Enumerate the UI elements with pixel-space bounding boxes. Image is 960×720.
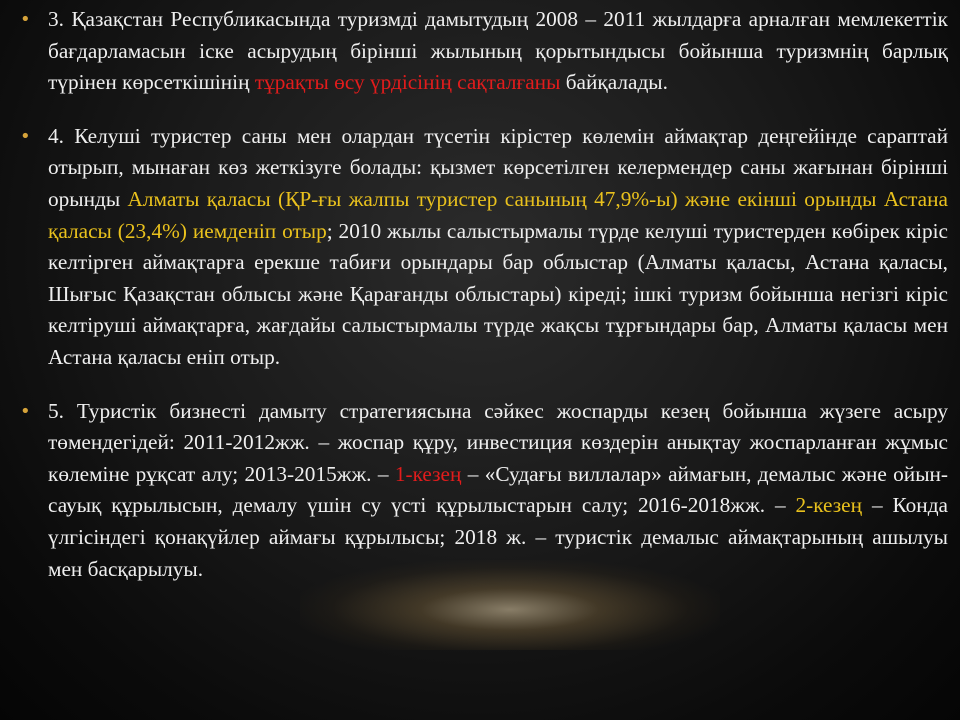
bullet-5-stage-1-red: 1-кезең [394, 461, 462, 486]
bullet-4-text-1: 4. Келуші туристер саны мен олардан түсетін кірістер көлемін аймақтар деңгейінде сараптай отырып, мынаған көз жеткізуге болады: қызмет көрсетілген келермендер саны жағынан бірінші орынды [48, 123, 948, 211]
slide-content [18, 4, 948, 607]
bullet-4-text-2: ; 2010 жылы салыстырмалы түрде келуші туристерден көбірек кіріс келтірген аймақтарға ерекше табиғи орындары бар облыстар (Алматы қаласы, Астана қаласы, Шығыс Қазақстан облысы және Қарағанды облыстары) кіреді; ішкі туризм бойынша негізгі кіріс келтіруші аймақтарға, жағдайы салыстырмалы түрде жақсы тұрғындары бар, Алматы қаласы мен Астана қаласы еніп отыр. [48, 218, 949, 369]
bullet-5-text-1: 5. Туристік бизнесті дамыту стратегиясына сәйкес жоспарды кезең бойынша жүзеге асыру төмендегідей: 2011-2012жж. – жоспар құру, инвестиция көздерін анықтау жоспарланған жұмыс көлеміне рұқсат алу; 2013-2015жж. – [48, 398, 948, 486]
bullet-dot-icon: • [20, 400, 31, 422]
bullet-dot-icon: • [20, 125, 31, 147]
bullet-dot-icon: • [20, 9, 31, 30]
bullet-3-highlight-red: тұрақты өсу үрдісінің сақталғаны [254, 70, 561, 95]
bullet-4-highlight-yellow: Алматы қаласы (ҚР-ғы жалпы туристер санының 47,9%-ы) және екінші орынды Астана қаласы (23,4%) иемденіп отыр [48, 186, 948, 243]
bullet-5-text-3: – Конда үлгісіндегі қонақүйлер аймағы құрылысы; 2018 ж. – туристік демалыс аймақтарының ашылуы мен басқарылуы. [48, 493, 948, 581]
bullet-5-stage-2-yellow: 2-кезең [795, 493, 863, 518]
bullet-3-text-2: байқалады. [560, 70, 668, 95]
bullet-item-5 [18, 396, 948, 586]
bullet-item-3 [18, 4, 948, 99]
bullet-5-text-2: – «Судағы виллалар» аймағын, демалыс және ойын-сауық құрылысын, демалу үшін су үсті құрылыстарын салу; 2016-2018жж. – [48, 461, 948, 518]
bullet-item-4 [18, 121, 948, 374]
bullet-3-text-1: 3. Қазақстан Республикасында туризмді дамытудың 2008 – 2011 жылдарға арналған мемлекеттік бағдарламасын іске асырудың бірінші жылының қорытындысы бойынша туризмнің барлық түрінен көрсеткішінің [48, 7, 948, 95]
